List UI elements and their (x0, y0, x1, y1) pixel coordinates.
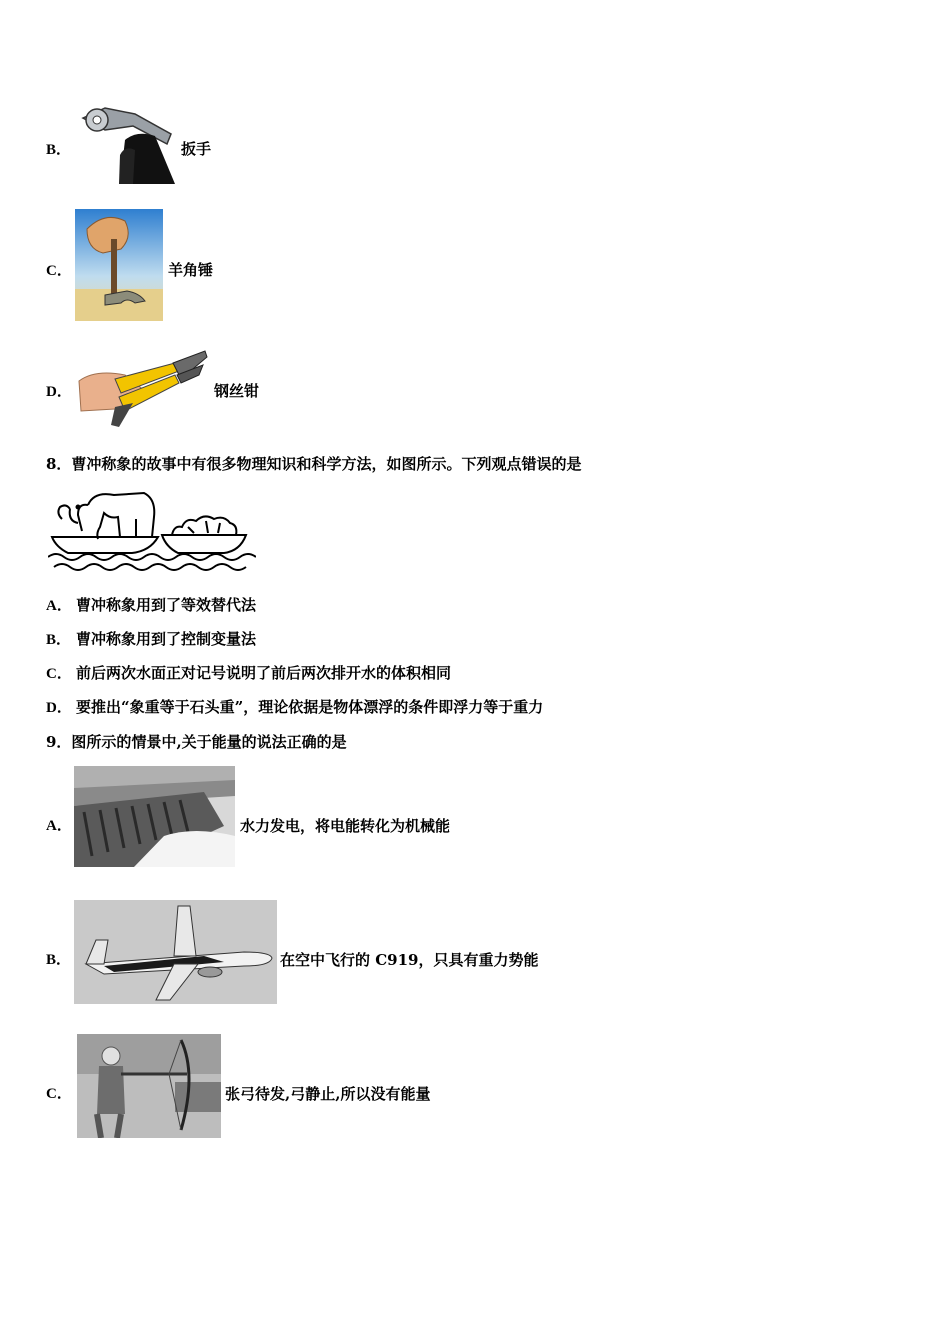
elephant-boat-figure (48, 487, 256, 573)
option-label: A． (46, 598, 72, 614)
question-9-stem: 9．图所示的情景中,关于能量的说法正确的是 (46, 733, 347, 751)
option-text: 在空中飞行的 C919，只具有重力势能 (280, 951, 539, 969)
wrench-photo (75, 100, 181, 184)
option-label: D． (46, 700, 72, 716)
option-text: 扳手 (181, 140, 212, 158)
option-text: 羊角锤 (168, 261, 214, 279)
airplane-photo (74, 900, 277, 1004)
option-label: C． (46, 1086, 72, 1102)
option-text: 要推出“象重等于石头重”，理论依据是物体漂浮的条件即浮力等于重力 (76, 698, 544, 716)
archer-photo (77, 1034, 221, 1138)
option-text: 曹冲称象用到了控制变量法 (76, 630, 257, 648)
claw-hammer-photo (75, 209, 163, 321)
pliers-photo (75, 345, 209, 429)
option-label: C． (46, 666, 72, 682)
option-text: 曹冲称象用到了等效替代法 (76, 596, 257, 614)
option-label: B． (46, 952, 72, 968)
option-label: A． (46, 818, 72, 834)
option-label: D． (46, 384, 72, 400)
option-text: 前后两次水面正对记号说明了前后两次排开水的体积相同 (76, 664, 452, 682)
option-text: 水力发电，将电能转化为机械能 (240, 817, 451, 835)
option-label: B． (46, 632, 72, 648)
option-label: C． (46, 263, 72, 279)
question-8-stem: 8．曹冲称象的故事中有很多物理知识和科学方法，如图所示。下列观点错误的是 (46, 455, 582, 473)
option-label: B． (46, 142, 72, 158)
option-text: 张弓待发,弓静止,所以没有能量 (225, 1085, 431, 1103)
dam-photo (74, 766, 235, 867)
option-text: 钢丝钳 (214, 382, 260, 400)
